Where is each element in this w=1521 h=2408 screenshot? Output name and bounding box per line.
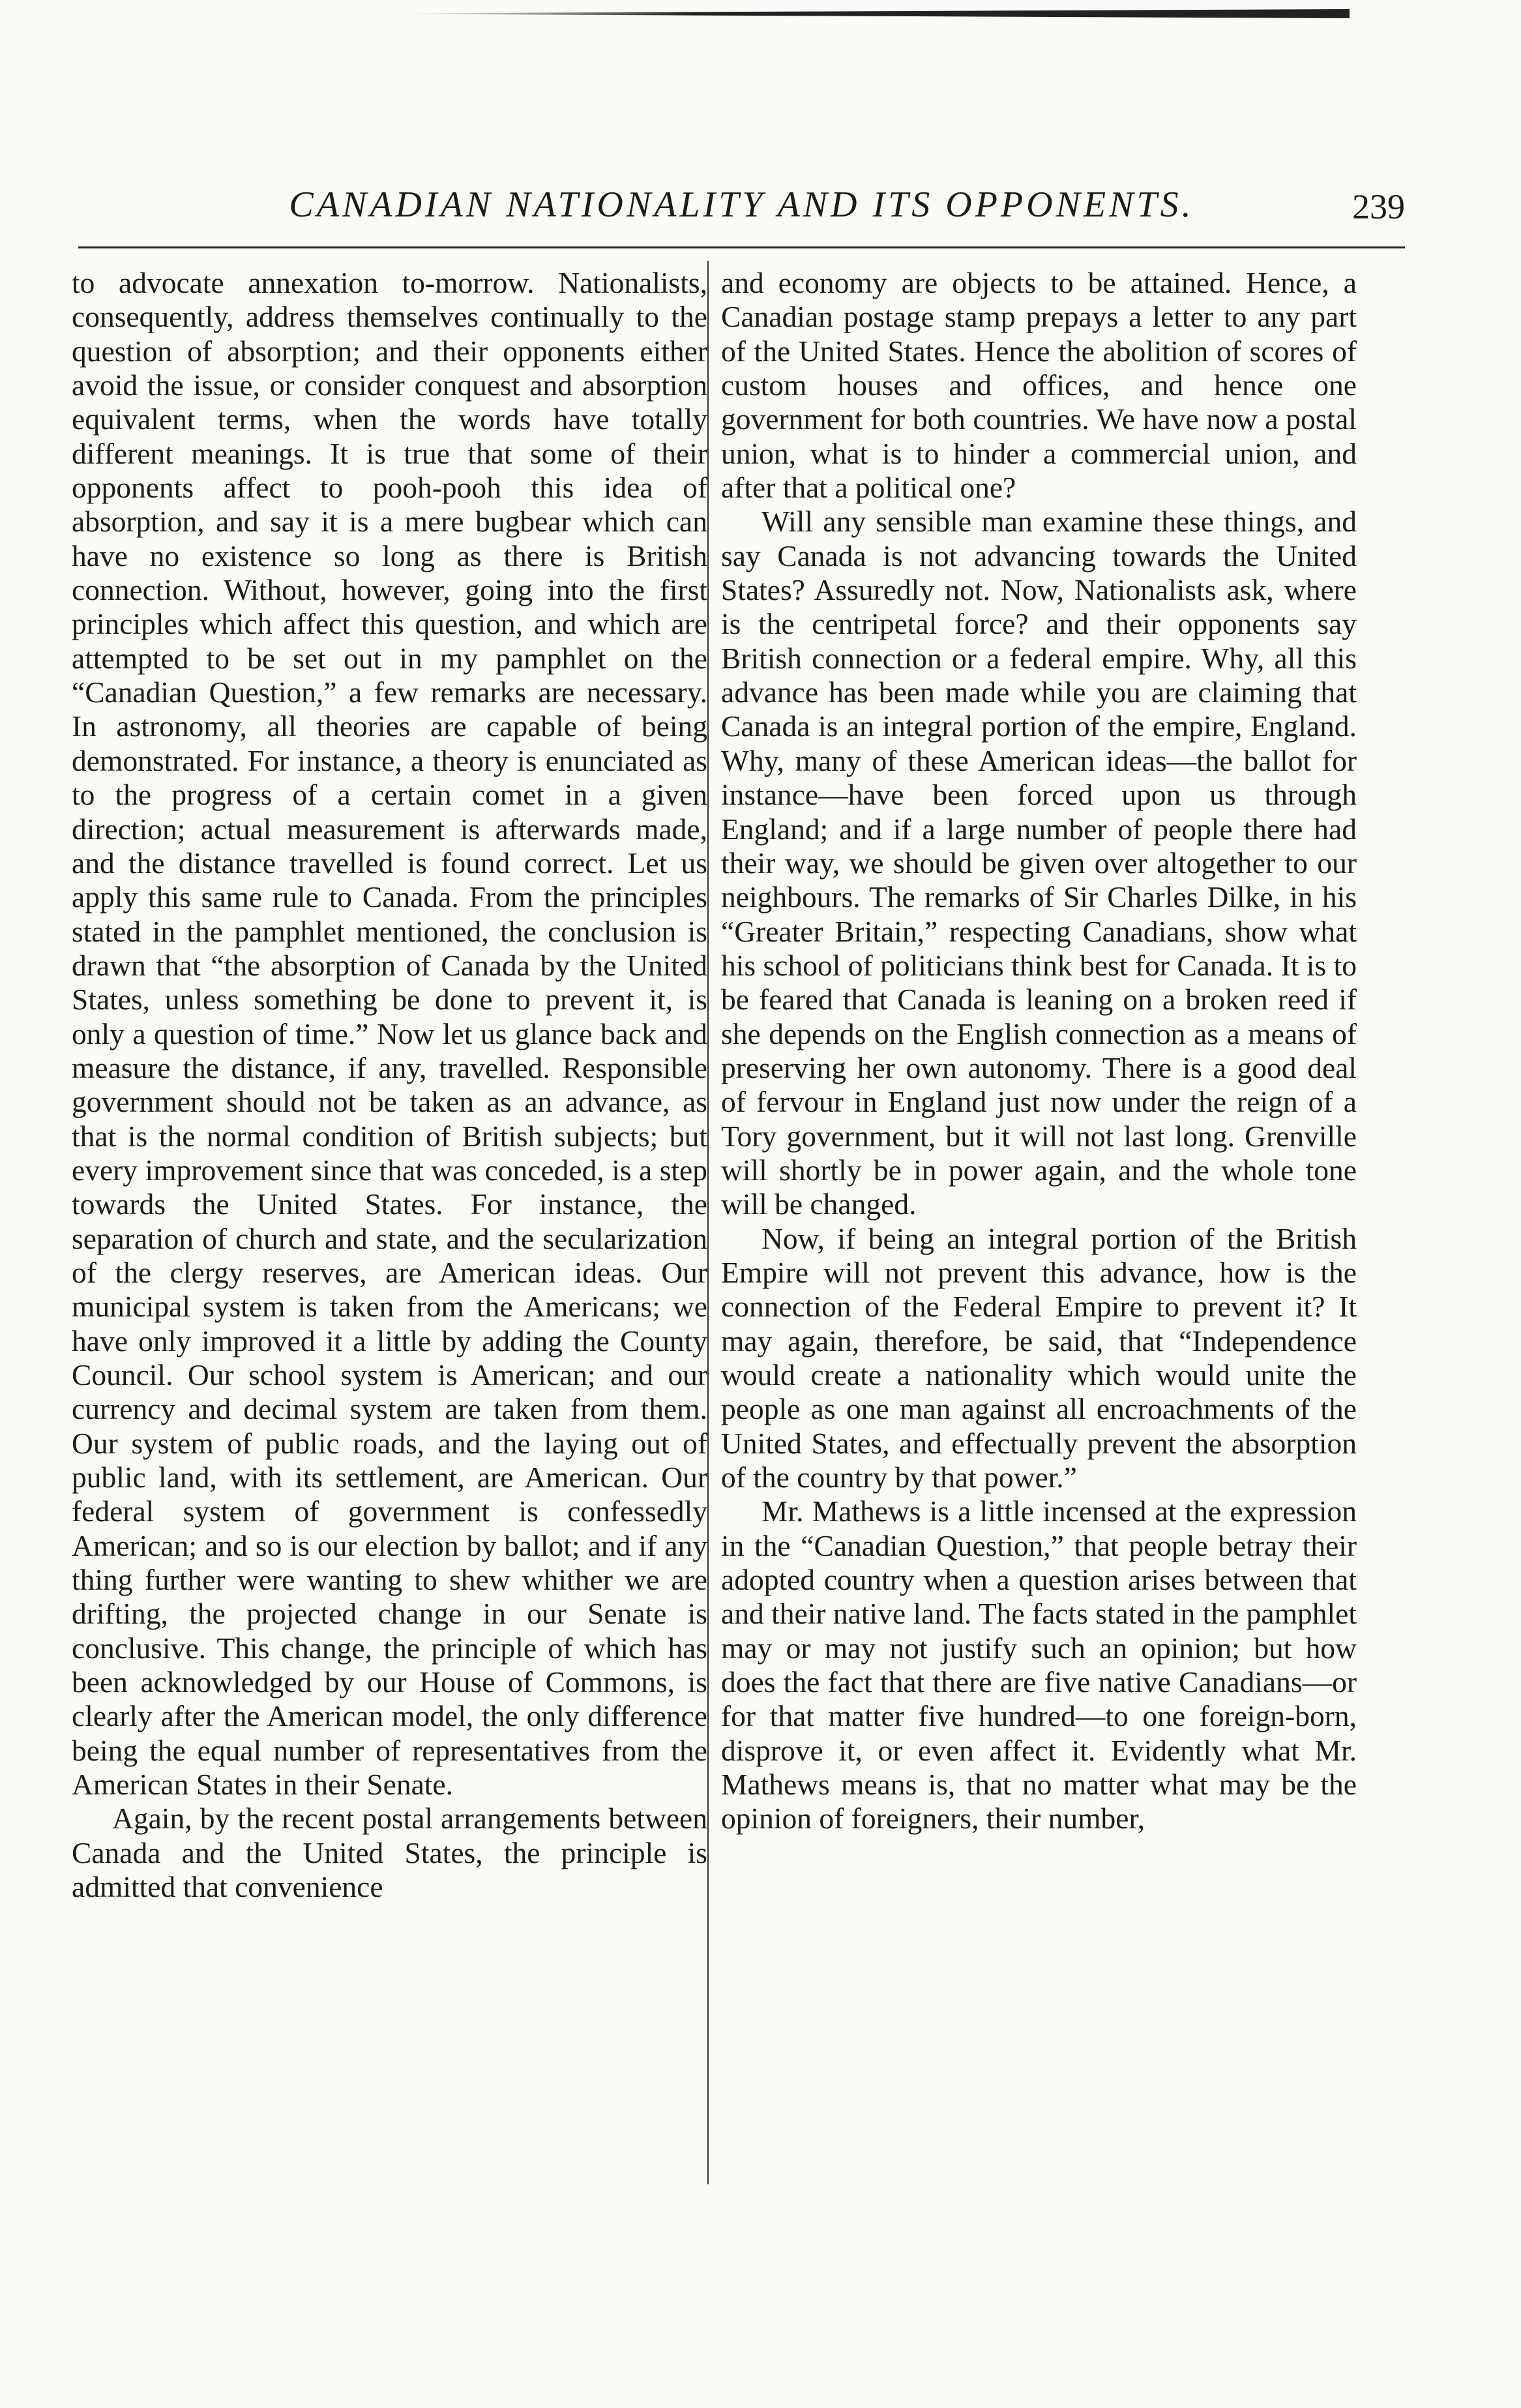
paragraph: Now, if being an integral portion of the British Empire will not prevent this advance, how is the connection of the Federal Empire to prevent it? It may again, therefore, be said, that “Independence would create a nationality which would unite the people as one man against all encroachments of the United States, and effectually prevent the absorption of the country by that power.” [721, 1221, 1357, 1494]
column-divider [707, 261, 709, 2184]
page-number: 239 [1352, 187, 1405, 226]
right-column [721, 266, 1357, 1836]
paragraph: Again, by the recent postal arrangements between Canada and the United States, the principle is admitted that convenience [72, 1802, 707, 1904]
paragraph: to advocate annexation to-morrow. Nationalists, consequently, address themselves continually to the question of absorption; and their opponents either avoid the issue, or consider conquest and absorption equivalent terms, when the words have totally different meanings. It is true that some of their opponents affect to pooh-pooh this idea of absorption, and say it is a mere bugbear which can have no existence so long as there is British connection. Without, however, going into the first principles which affect this question, and which are attempted to be set out in my pamphlet on the “Canadian Question,” a few remarks are necessary. In astronomy, all theories are capable of being demonstrated. For instance, a theory is enunciated as to the progress of a certain comet in a given direction; actual measurement is afterwards made, and the distance travelled is found correct. Let us apply this same rule to Canada. From the principles stated in the pamphlet mentioned, the conclusion is drawn that “the absorption of Canada by the United States, unless something be done to prevent it, is only a question of time.” Now let us glance back and measure the distance, if any, travelled. Responsible government should not be taken as an advance, as that is the normal condition of British subjects; but every improvement since that was conceded, is a step towards the United States. For instance, the separation of church and state, and the secularization of the clergy reserves, are American ideas. Our municipal system is taken from the Americans; we have only improved it a little by adding the County Council. Our school system is American; and our currency and decimal system are taken from them. Our system of public roads, and the laying out of public land, with its settlement, are American. Our federal system of government is confessedly American; and so is our election by ballot; and if any thing further were wanting to shew whither we are drifting, the projected change in our Senate is conclusive. This change, the principle of which has been acknowledged by our House of Commons, is clearly after the American model, the only difference being the equal number of representatives from the American States in their Senate. [72, 266, 707, 1802]
running-title: CANADIAN NATIONALITY AND ITS OPPONENTS. [289, 185, 1194, 225]
top-printer-rule [411, 9, 1350, 18]
paragraph: Will any sensible man examine these things, and say Canada is not advancing towards the United States? Assuredly not. Now, Nationalists ask, where is the centripetal force? and their opponents say British connection or a federal empire. Why, all this advance has been made while you are claiming that Canada is an integral portion of the empire, England. Why, many of these American ideas—the ballot for instance—have been forced upon us through England; and if a large number of people there had their way, we should be given over altogether to our neighbours. The remarks of Sir Charles Dilke, in his “Greater Britain,” respecting Canadians, show what his school of politicians think best for Canada. It is to be feared that Canada is leaning on a broken reed if she depends on the English connection as a means of preserving her own autonomy. There is a good deal of fervour in England just now under the reign of a Tory government, but it will not last long. Grenville will shortly be in power again, and the whole tone will be changed. [721, 505, 1357, 1221]
paragraph: Mr. Mathews is a little incensed at the expression in the “Canadian Question,” that people betray their adopted country when a question arises between that and their native land. The facts stated in the pamphlet may or may not justify such an opinion; but how does the fact that there are five native Canadians—or for that matter five hundred—to one foreign-born, disprove it, or even affect it. Evidently what Mr. Mathews means is, that no matter what may be the opinion of foreigners, their number, [721, 1494, 1357, 1836]
page-header [78, 184, 1405, 236]
header-rule [78, 246, 1405, 248]
left-column [72, 266, 707, 1905]
paragraph: and economy are objects to be attained. Hence, a Canadian postage stamp prepays a letter to any part of the United States. Hence the abolition of scores of custom houses and offices, and hence one government for both countries. We have now a postal union, what is to hinder a commercial union, and after that a political one? [721, 266, 1357, 505]
